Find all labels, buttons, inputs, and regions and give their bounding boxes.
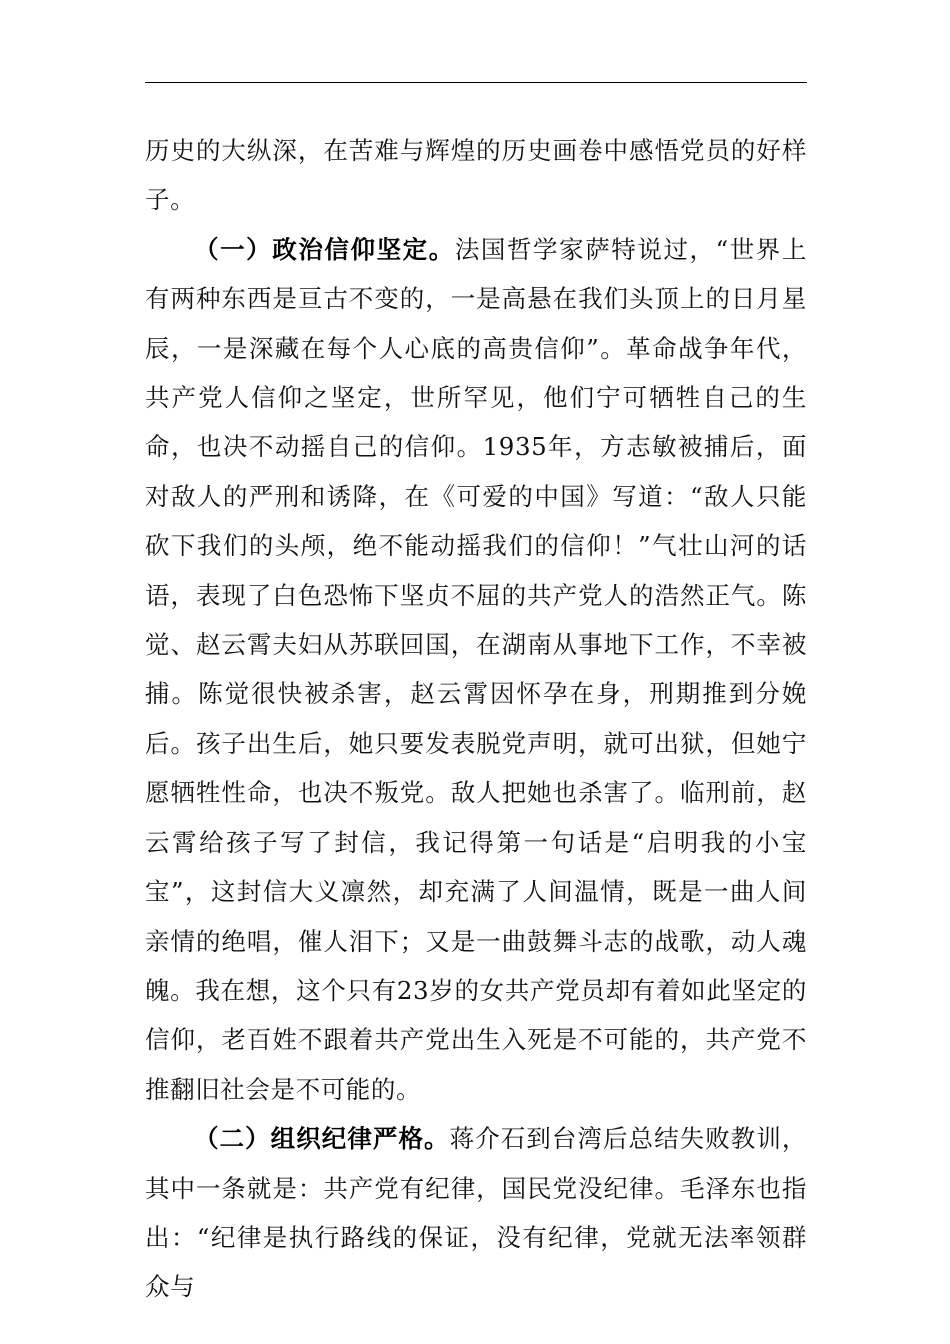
paragraph-text: 蒋介石到台湾后总结失败教训，其中一条就是：共产党有纪律，国民党没纪律。毛泽东也指出：“纪律是执行路线的保证，没有纪律，党就无法率领群众与 [145,1124,807,1302]
paragraph-text: 历史的大纵深，在苦难与辉煌的历史画卷中感悟党员的好样子。 [145,136,807,215]
paragraph-continuation [145,126,807,225]
paragraph-organization-discipline [145,1114,807,1312]
paragraph-political-belief [145,225,807,1114]
document-body [145,126,807,1312]
section-heading: （一）政治信仰坚定。 [194,234,455,264]
header-rule [145,82,807,83]
section-heading: （二）组织纪律严格。 [194,1124,450,1154]
paragraph-text: 法国哲学家萨特说过，“世界上有两种东西是亘古不变的，一是高悬在我们头顶上的日月星辰，一是深藏在每个人心底的高贵信仰”。革命战争年代，共产党人信仰之坚定，世所罕见，他们宁可牺牲自己的生命，也决不动摇自己的信仰。1935年，方志敏被捕后，面对敌人的严刑和诱降，在《可爱的中国》写道：“敌人只能砍下我们的头颅，绝不能动摇我们的信仰！”气壮山河的话语，表现了白色恐怖下坚贞不屈的共产党人的浩然正气。陈觉、赵云霄夫妇从苏联回国，在湖南从事地下工作，不幸被捕。陈觉很快被杀害，赵云霄因怀孕在身，刑期推到分娩后。孩子出生后，她只要发表脱党声明，就可出狱，但她宁愿牺牲性命，也决不叛党。敌人把她也杀害了。临刑前，赵云霄给孩子写了封信，我记得第一句话是“启明我的小宝宝”，这封信大义凛然，却充满了人间温情，既是一曲人间亲情的绝唱，催人泪下；又是一曲鼓舞斗志的战歌，动人魂魄。我在想，这个只有23岁的女共产党员却有着如此坚定的信仰，老百姓不跟着共产党出生入死是不可能的，共产党不推翻旧社会是不可能的。 [145,234,807,1104]
